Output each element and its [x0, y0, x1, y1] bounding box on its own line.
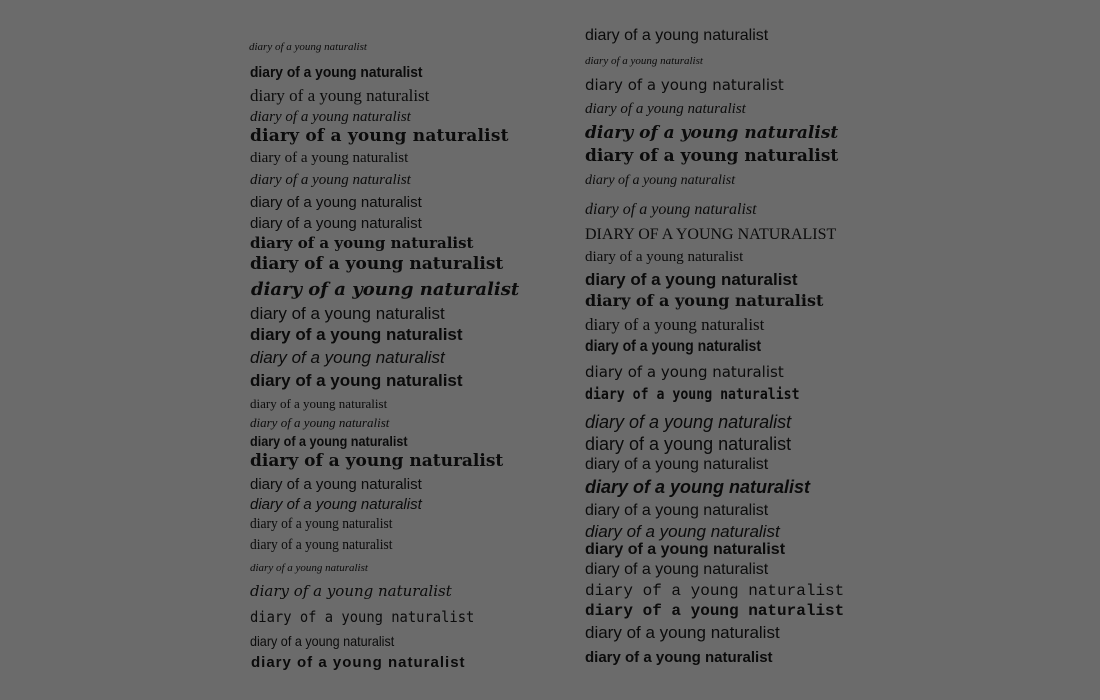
font-specimen-text: diary of a young naturalist: [585, 502, 769, 519]
font-specimen-text: diary of a young naturalist: [250, 348, 445, 367]
font-specimen-text: diary of a young naturalist: [585, 55, 703, 67]
font-specimen-text: diary of a young naturalist: [585, 582, 845, 600]
font-specimen-text: diary of a young naturalist: [250, 562, 368, 574]
font-specimen-text: diary of a young naturalist: [585, 456, 769, 473]
font-specimen-text: diary of a young naturalist: [585, 649, 773, 666]
font-specimen-text: diary of a young naturalist: [585, 146, 839, 166]
font-specimen-text: diary of a young naturalist: [585, 249, 744, 265]
font-specimen-text: diary of a young naturalist: [250, 304, 445, 323]
font-specimen-text: diary of a young naturalist: [250, 64, 423, 81]
font-specimen-text: diary of a young naturalist: [250, 608, 475, 626]
font-specimen-text: diary of a young naturalist: [250, 325, 463, 344]
font-specimen-text: diary of a young naturalist: [250, 172, 411, 188]
font-specimen-text: diary of a young naturalist: [249, 41, 367, 53]
font-specimen-text: diary of a young naturalist: [250, 451, 504, 471]
font-specimen-text: diary of a young naturalist: [585, 541, 786, 558]
font-specimen-text: diary of a young naturalist: [251, 279, 520, 300]
font-specimen-text: diary of a young naturalist: [585, 315, 765, 334]
font-specimen-text: diary of a young naturalist: [585, 201, 757, 218]
font-specimen-text: diary of a young naturalist: [250, 537, 393, 553]
font-specimen-text: diary of a young naturalist: [250, 109, 411, 125]
font-specimen-text: diary of a young naturalist: [585, 123, 839, 143]
font-specimen-text: diary of a young naturalist: [585, 76, 784, 94]
font-specimen-text: diary of a young naturalist: [250, 415, 390, 430]
font-specimen-text: diary of a young naturalist: [585, 385, 800, 403]
font-specimen-text: diary of a young naturalist: [585, 291, 824, 310]
font-specimen-text: diary of a young naturalist: [250, 86, 430, 105]
font-specimen-text: diary of a young naturalist: [250, 396, 388, 411]
font-specimen-text: diary of a young naturalist: [585, 434, 792, 454]
font-specimen-text: diary of a young naturalist: [250, 582, 452, 600]
font-specimen-text: diary of a young naturalist: [585, 27, 769, 44]
font-specimen-text: diary of a young naturalist: [250, 633, 395, 649]
font-specimen-text: diary of a young naturalist: [250, 476, 422, 493]
font-specimen-text: diary of a young naturalist: [250, 215, 422, 232]
font-specimen-text: diary of a young naturalist: [585, 363, 784, 381]
font-specimen-text: diary of a young naturalist: [250, 516, 393, 532]
font-specimen-text: diary of a young naturalist: [250, 254, 504, 274]
font-specimen-text: diary of a young naturalist: [585, 477, 811, 497]
font-specimen-text: diary of a young naturalist: [585, 101, 746, 117]
font-specimen-text: diary of a young naturalist: [585, 412, 792, 432]
font-specimen-text: diary of a young naturalist: [585, 338, 762, 355]
font-specimen-text: diary of a young naturalist: [250, 150, 409, 166]
font-specimen-text: diary of a young naturalist: [585, 623, 780, 642]
font-specimen-text: diary of a young naturalist: [585, 602, 845, 620]
font-specimen-text: diary of a young naturalist: [585, 173, 736, 188]
font-specimen-text: diary of a young naturalist: [250, 496, 422, 513]
font-specimen-text: diary of a young naturalist: [250, 433, 408, 449]
font-specimen-text: diary of a young naturalist: [250, 371, 463, 390]
font-specimen-text: diary of a young naturalist: [585, 270, 798, 289]
font-specimen-text: diary of a young naturalist: [250, 194, 422, 211]
font-specimen-text: diary of a young naturalist: [250, 234, 474, 252]
font-specimen-text: diary of a young naturalist: [251, 654, 466, 671]
font-specimen-text: diary of a young naturalist: [585, 561, 769, 578]
font-specimen-text: diary of a young naturalist: [585, 522, 780, 541]
font-specimen-text: diary of a young naturalist: [250, 126, 509, 146]
font-specimen-text: DIARY OF A YOUNG NATURALIST: [585, 226, 837, 243]
